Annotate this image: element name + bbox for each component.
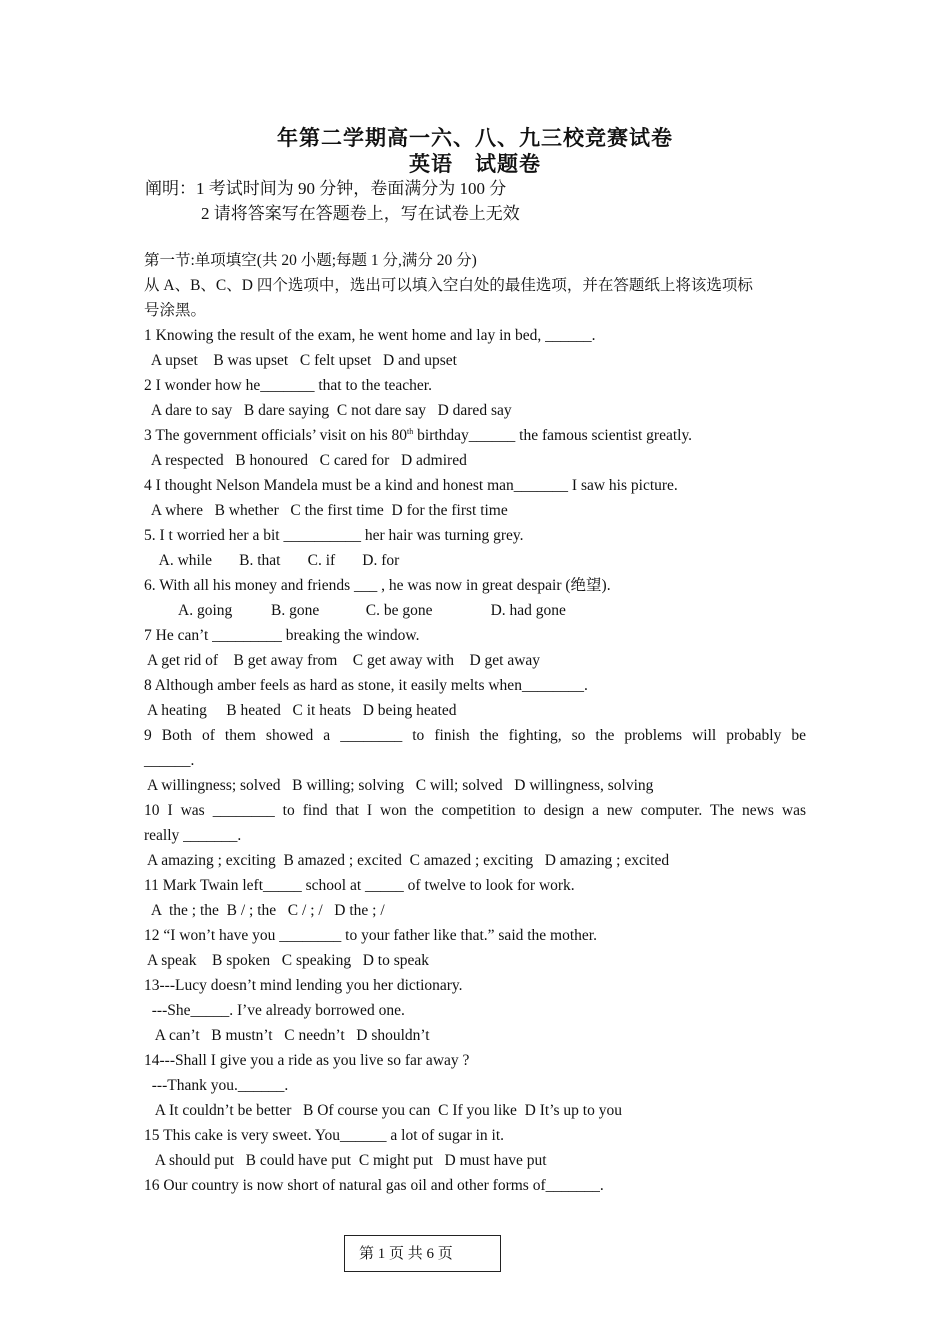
page-number-box [344, 1235, 501, 1272]
question-4: 4 I thought Nelson Mandela must be a kind and honest man_______ I saw his picture. [144, 477, 678, 494]
question-11-options: A the ; the B / ; the C / ; / D the ; / [144, 902, 385, 919]
question-9-line-2: ______. [144, 752, 195, 769]
question-2: 2 I wonder how he_______ that to the teacher. [144, 377, 432, 394]
question-3-options: A respected B honoured C cared for D admired [144, 452, 467, 469]
section-heading: 第一节:单项填空(共 20 小题;每题 1 分,满分 20 分) [144, 252, 477, 269]
question-1-options: A upset B was upset C felt upset D and upset [144, 352, 457, 369]
question-15-options: A should put B could have put C might put D must have put [144, 1152, 547, 1169]
question-15: 15 This cake is very sweet. You______ a lot of sugar in it. [144, 1127, 505, 1144]
question-5: 5. I t worried her a bit __________ her hair was turning grey. [144, 527, 524, 544]
question-10-line-1: 10 I was ________ to find that I won the competition to design a new computer. The news was [144, 802, 806, 819]
question-section [144, 248, 806, 1198]
question-3-text-end: birthday______ the famous scientist greatly. [413, 427, 693, 444]
question-16: 16 Our country is now short of natural gas oil and other forms of_______. [144, 1177, 604, 1194]
question-2-options: A dare to say B dare saying C not dare say D dared say [144, 402, 512, 419]
page-number: 第 1 页 共 6 页 [359, 1246, 453, 1262]
question-1: 1 Knowing the result of the exam, he went home and lay in bed, ______. [144, 327, 596, 344]
question-10-options: A amazing ; exciting B amazed ; excited C amazed ; exciting D amazing ; excited [144, 852, 670, 869]
question-4-options: A where B whether C the first time D for the first time [144, 502, 508, 519]
question-6: 6. With all his money and friends ___ , he was now in great despair (绝望). [144, 577, 611, 594]
instructions-line-1: 阐明：1 考试时间为 90 分钟，卷面满分为 100 分 [145, 179, 507, 198]
question-8-options: A heating B heated C it heats D being heated [144, 702, 457, 719]
question-13: 13---Lucy doesn’t mind lending you her dictionary. [144, 977, 463, 994]
section-instruction-line-2: 号涂黑。 [144, 302, 207, 319]
section-instruction-line-1: 从 A、B、C、D 四个选项中，选出可以填入空白处的最佳选项，并在答题纸上将该选项标 [144, 277, 753, 294]
question-3-superscript: th [407, 427, 414, 436]
question-12: 12 “I won’t have you ________ to your father like that.” said the mother. [144, 927, 597, 944]
exam-subtitle: 英语 试题卷 [409, 152, 541, 176]
question-14-options: A It couldn’t be better B Of course you can C If you like D It’s up to you [144, 1102, 622, 1119]
question-5-options: A. while B. that C. if D. for [144, 552, 400, 569]
question-3-text-start: 3 The government officials’ visit on his 80 [144, 427, 408, 444]
question-11: 11 Mark Twain left_____ school at _____ of twelve to look for work. [144, 877, 575, 894]
instructions-line-2: 2 请将答案写在答题卷上，写在试卷上无效 [201, 204, 520, 223]
question-3 [144, 423, 806, 448]
question-8: 8 Although amber feels as hard as stone, it easily melts when________. [144, 677, 588, 694]
question-14-reply: ---Thank you.______. [144, 1077, 289, 1094]
question-14: 14---Shall I give you a ride as you live so far away ? [144, 1052, 470, 1069]
question-13-options: A can’t B mustn’t C needn’t D shouldn’t [144, 1027, 430, 1044]
question-7-options: A get rid of B get away from C get away with D get away [144, 652, 541, 669]
question-9-line-1: 9 Both of them showed a ________ to finish the fighting, so the problems will probably be [144, 727, 806, 744]
question-9-options: A willingness; solved B willing; solving C will; solved D willingness, solving [144, 777, 654, 794]
question-6-options: A. going B. gone C. be gone D. had gone [144, 602, 566, 619]
question-7: 7 He can’t _________ breaking the window. [144, 627, 420, 644]
question-12-options: A speak B spoken C speaking D to speak [144, 952, 430, 969]
question-13-reply: ---She_____. I’ve already borrowed one. [144, 1002, 405, 1019]
exam-title: 年第二学期高一六、八、九三校竞赛试卷 [277, 126, 673, 150]
question-10-line-2: really _______. [144, 827, 242, 844]
